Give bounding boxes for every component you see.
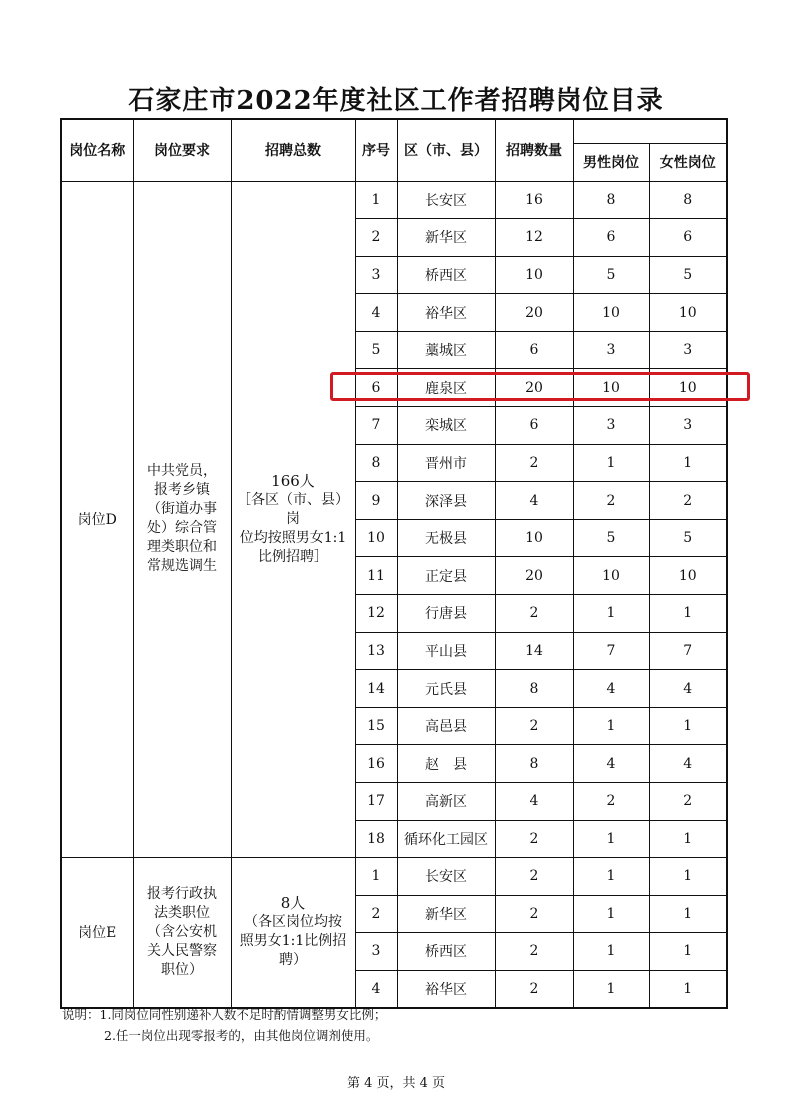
male-cell: 2 bbox=[573, 783, 649, 821]
requirements-cell bbox=[133, 181, 231, 858]
male-cell: 2 bbox=[573, 482, 649, 520]
seq-cell: 18 bbox=[355, 820, 397, 858]
female-cell: 10 bbox=[649, 369, 727, 407]
district-cell: 栾城区 bbox=[397, 407, 495, 445]
header-male: 男性岗位 bbox=[573, 143, 649, 181]
seq-cell: 6 bbox=[355, 369, 397, 407]
note-2: 2.任一岗位出现零报考的，由其他岗位调剂使用。 bbox=[104, 1028, 379, 1043]
requirements-line: 关人民警察 bbox=[147, 942, 217, 959]
male-cell: 1 bbox=[573, 858, 649, 896]
female-cell: 1 bbox=[649, 595, 727, 633]
quantity-cell: 20 bbox=[495, 557, 573, 595]
quantity-cell: 20 bbox=[495, 294, 573, 332]
seq-cell: 15 bbox=[355, 707, 397, 745]
female-cell: 1 bbox=[649, 820, 727, 858]
total-line: ［各区（市、县）岗 bbox=[237, 491, 349, 527]
male-cell: 5 bbox=[573, 256, 649, 294]
quantity-cell: 10 bbox=[495, 256, 573, 294]
requirements-line: 职位） bbox=[161, 961, 203, 978]
seq-cell: 7 bbox=[355, 407, 397, 445]
male-cell: 10 bbox=[573, 557, 649, 595]
male-cell: 1 bbox=[573, 444, 649, 482]
seq-cell: 2 bbox=[355, 219, 397, 257]
note-1: 说明：1.同岗位同性别递补人数不足时酌情调整男女比例； bbox=[62, 1007, 387, 1022]
requirements-line: 中共党员， bbox=[147, 463, 217, 480]
seq-cell: 1 bbox=[355, 858, 397, 896]
female-cell: 1 bbox=[649, 933, 727, 971]
female-cell: 7 bbox=[649, 632, 727, 670]
female-cell: 3 bbox=[649, 331, 727, 369]
district-cell: 平山县 bbox=[397, 632, 495, 670]
district-cell: 无极县 bbox=[397, 519, 495, 557]
quantity-cell: 12 bbox=[495, 219, 573, 257]
female-cell: 10 bbox=[649, 294, 727, 332]
district-cell: 元氏县 bbox=[397, 670, 495, 708]
seq-cell: 2 bbox=[355, 895, 397, 933]
quantity-cell: 8 bbox=[495, 745, 573, 783]
male-cell: 7 bbox=[573, 632, 649, 670]
total-line: 166人 bbox=[271, 471, 315, 490]
table-row bbox=[61, 858, 727, 896]
quantity-cell: 6 bbox=[495, 331, 573, 369]
district-cell: 晋州市 bbox=[397, 444, 495, 482]
requirements-line: 处）综合管 bbox=[147, 520, 217, 537]
table-row bbox=[61, 181, 727, 219]
female-cell: 6 bbox=[649, 219, 727, 257]
district-cell: 高邑县 bbox=[397, 707, 495, 745]
female-cell: 8 bbox=[649, 181, 727, 219]
male-cell: 3 bbox=[573, 407, 649, 445]
seq-cell: 9 bbox=[355, 482, 397, 520]
district-cell: 长安区 bbox=[397, 181, 495, 219]
male-cell: 3 bbox=[573, 331, 649, 369]
district-cell: 行唐县 bbox=[397, 595, 495, 633]
requirements-line: （含公安机 bbox=[147, 923, 217, 940]
district-cell: 高新区 bbox=[397, 783, 495, 821]
district-cell: 深泽县 bbox=[397, 482, 495, 520]
female-cell: 1 bbox=[649, 707, 727, 745]
seq-cell: 14 bbox=[355, 670, 397, 708]
male-cell: 4 bbox=[573, 745, 649, 783]
male-cell: 4 bbox=[573, 670, 649, 708]
quantity-cell: 4 bbox=[495, 783, 573, 821]
district-cell: 桥西区 bbox=[397, 256, 495, 294]
seq-cell: 13 bbox=[355, 632, 397, 670]
female-cell: 4 bbox=[649, 670, 727, 708]
female-cell: 2 bbox=[649, 482, 727, 520]
quantity-cell: 8 bbox=[495, 670, 573, 708]
district-cell: 新华区 bbox=[397, 895, 495, 933]
district-cell: 裕华区 bbox=[397, 970, 495, 1008]
seq-cell: 10 bbox=[355, 519, 397, 557]
total-cell bbox=[231, 181, 355, 858]
recruitment-table bbox=[60, 118, 728, 1009]
quantity-cell: 20 bbox=[495, 369, 573, 407]
highlight-box bbox=[330, 372, 750, 401]
seq-cell: 17 bbox=[355, 783, 397, 821]
page-title: 石家庄市2022年度社区工作者招聘岗位目录 bbox=[128, 86, 664, 116]
header-female: 女性岗位 bbox=[649, 143, 727, 181]
requirements-line: 报考乡镇 bbox=[154, 482, 210, 499]
header-position-name: 岗位名称 bbox=[61, 119, 133, 181]
quantity-cell: 10 bbox=[495, 519, 573, 557]
quantity-cell: 6 bbox=[495, 407, 573, 445]
header-district: 区（市、县） bbox=[397, 119, 495, 181]
quantity-cell: 2 bbox=[495, 895, 573, 933]
total-line: 位均按照男女1:1 bbox=[239, 529, 347, 546]
requirements-cell bbox=[133, 858, 231, 1008]
quantity-cell: 4 bbox=[495, 482, 573, 520]
total-cell bbox=[231, 858, 355, 1008]
position-name-cell: 岗位D bbox=[61, 181, 133, 858]
male-cell: 1 bbox=[573, 895, 649, 933]
seq-cell: 1 bbox=[355, 181, 397, 219]
header-requirements: 岗位要求 bbox=[133, 119, 231, 181]
male-cell: 1 bbox=[573, 820, 649, 858]
male-cell: 1 bbox=[573, 933, 649, 971]
seq-cell: 4 bbox=[355, 294, 397, 332]
male-cell: 1 bbox=[573, 595, 649, 633]
quantity-cell: 14 bbox=[495, 632, 573, 670]
district-cell: 新华区 bbox=[397, 219, 495, 257]
seq-cell: 5 bbox=[355, 331, 397, 369]
district-cell: 藁城区 bbox=[397, 331, 495, 369]
total-line: 聘） bbox=[279, 952, 307, 969]
requirements-line: （街道办事 bbox=[147, 501, 217, 518]
female-cell: 3 bbox=[649, 407, 727, 445]
female-cell: 2 bbox=[649, 783, 727, 821]
quantity-cell: 2 bbox=[495, 970, 573, 1008]
district-cell: 裕华区 bbox=[397, 294, 495, 332]
district-cell: 正定县 bbox=[397, 557, 495, 595]
quantity-cell: 16 bbox=[495, 181, 573, 219]
requirements-line: 理类职位和 bbox=[147, 539, 217, 556]
seq-cell: 11 bbox=[355, 557, 397, 595]
page-footer: 第 4 页，共 4 页 bbox=[346, 1076, 446, 1091]
female-cell: 4 bbox=[649, 745, 727, 783]
requirements-line: 报考行政执 bbox=[147, 885, 217, 902]
quantity-cell: 2 bbox=[495, 933, 573, 971]
seq-cell: 4 bbox=[355, 970, 397, 1008]
seq-cell: 12 bbox=[355, 595, 397, 633]
district-cell: 鹿泉区 bbox=[397, 369, 495, 407]
header-seq: 序号 bbox=[355, 119, 397, 181]
male-cell: 6 bbox=[573, 219, 649, 257]
quantity-cell: 2 bbox=[495, 858, 573, 896]
male-cell: 1 bbox=[573, 970, 649, 1008]
seq-cell: 3 bbox=[355, 256, 397, 294]
total-line: 8人 bbox=[280, 894, 306, 913]
quantity-cell: 2 bbox=[495, 595, 573, 633]
male-cell: 10 bbox=[573, 369, 649, 407]
female-cell: 5 bbox=[649, 256, 727, 294]
female-cell: 1 bbox=[649, 858, 727, 896]
seq-cell: 8 bbox=[355, 444, 397, 482]
header-quantity: 招聘数量 bbox=[495, 119, 573, 181]
quantity-cell: 2 bbox=[495, 820, 573, 858]
position-name-cell: 岗位E bbox=[61, 858, 133, 1008]
male-cell: 5 bbox=[573, 519, 649, 557]
total-line: 照男女1:1比例招 bbox=[239, 933, 347, 950]
female-cell: 1 bbox=[649, 895, 727, 933]
seq-cell: 16 bbox=[355, 745, 397, 783]
district-cell: 赵 县 bbox=[397, 745, 495, 783]
male-cell: 8 bbox=[573, 181, 649, 219]
female-cell: 5 bbox=[649, 519, 727, 557]
seq-cell: 3 bbox=[355, 933, 397, 971]
male-cell: 10 bbox=[573, 294, 649, 332]
district-cell: 长安区 bbox=[397, 858, 495, 896]
district-cell: 桥西区 bbox=[397, 933, 495, 971]
male-cell: 1 bbox=[573, 707, 649, 745]
female-cell: 1 bbox=[649, 970, 727, 1008]
quantity-cell: 2 bbox=[495, 707, 573, 745]
header-total: 招聘总数 bbox=[231, 119, 355, 181]
requirements-line: 常规选调生 bbox=[147, 558, 217, 575]
female-cell: 10 bbox=[649, 557, 727, 595]
total-line: （各区岗位均按 bbox=[244, 914, 342, 931]
district-cell: 循环化工园区 bbox=[397, 820, 495, 858]
total-line: 比例招聘］ bbox=[258, 548, 328, 565]
female-cell: 1 bbox=[649, 444, 727, 482]
requirements-line: 法类职位 bbox=[154, 904, 210, 921]
quantity-cell: 2 bbox=[495, 444, 573, 482]
